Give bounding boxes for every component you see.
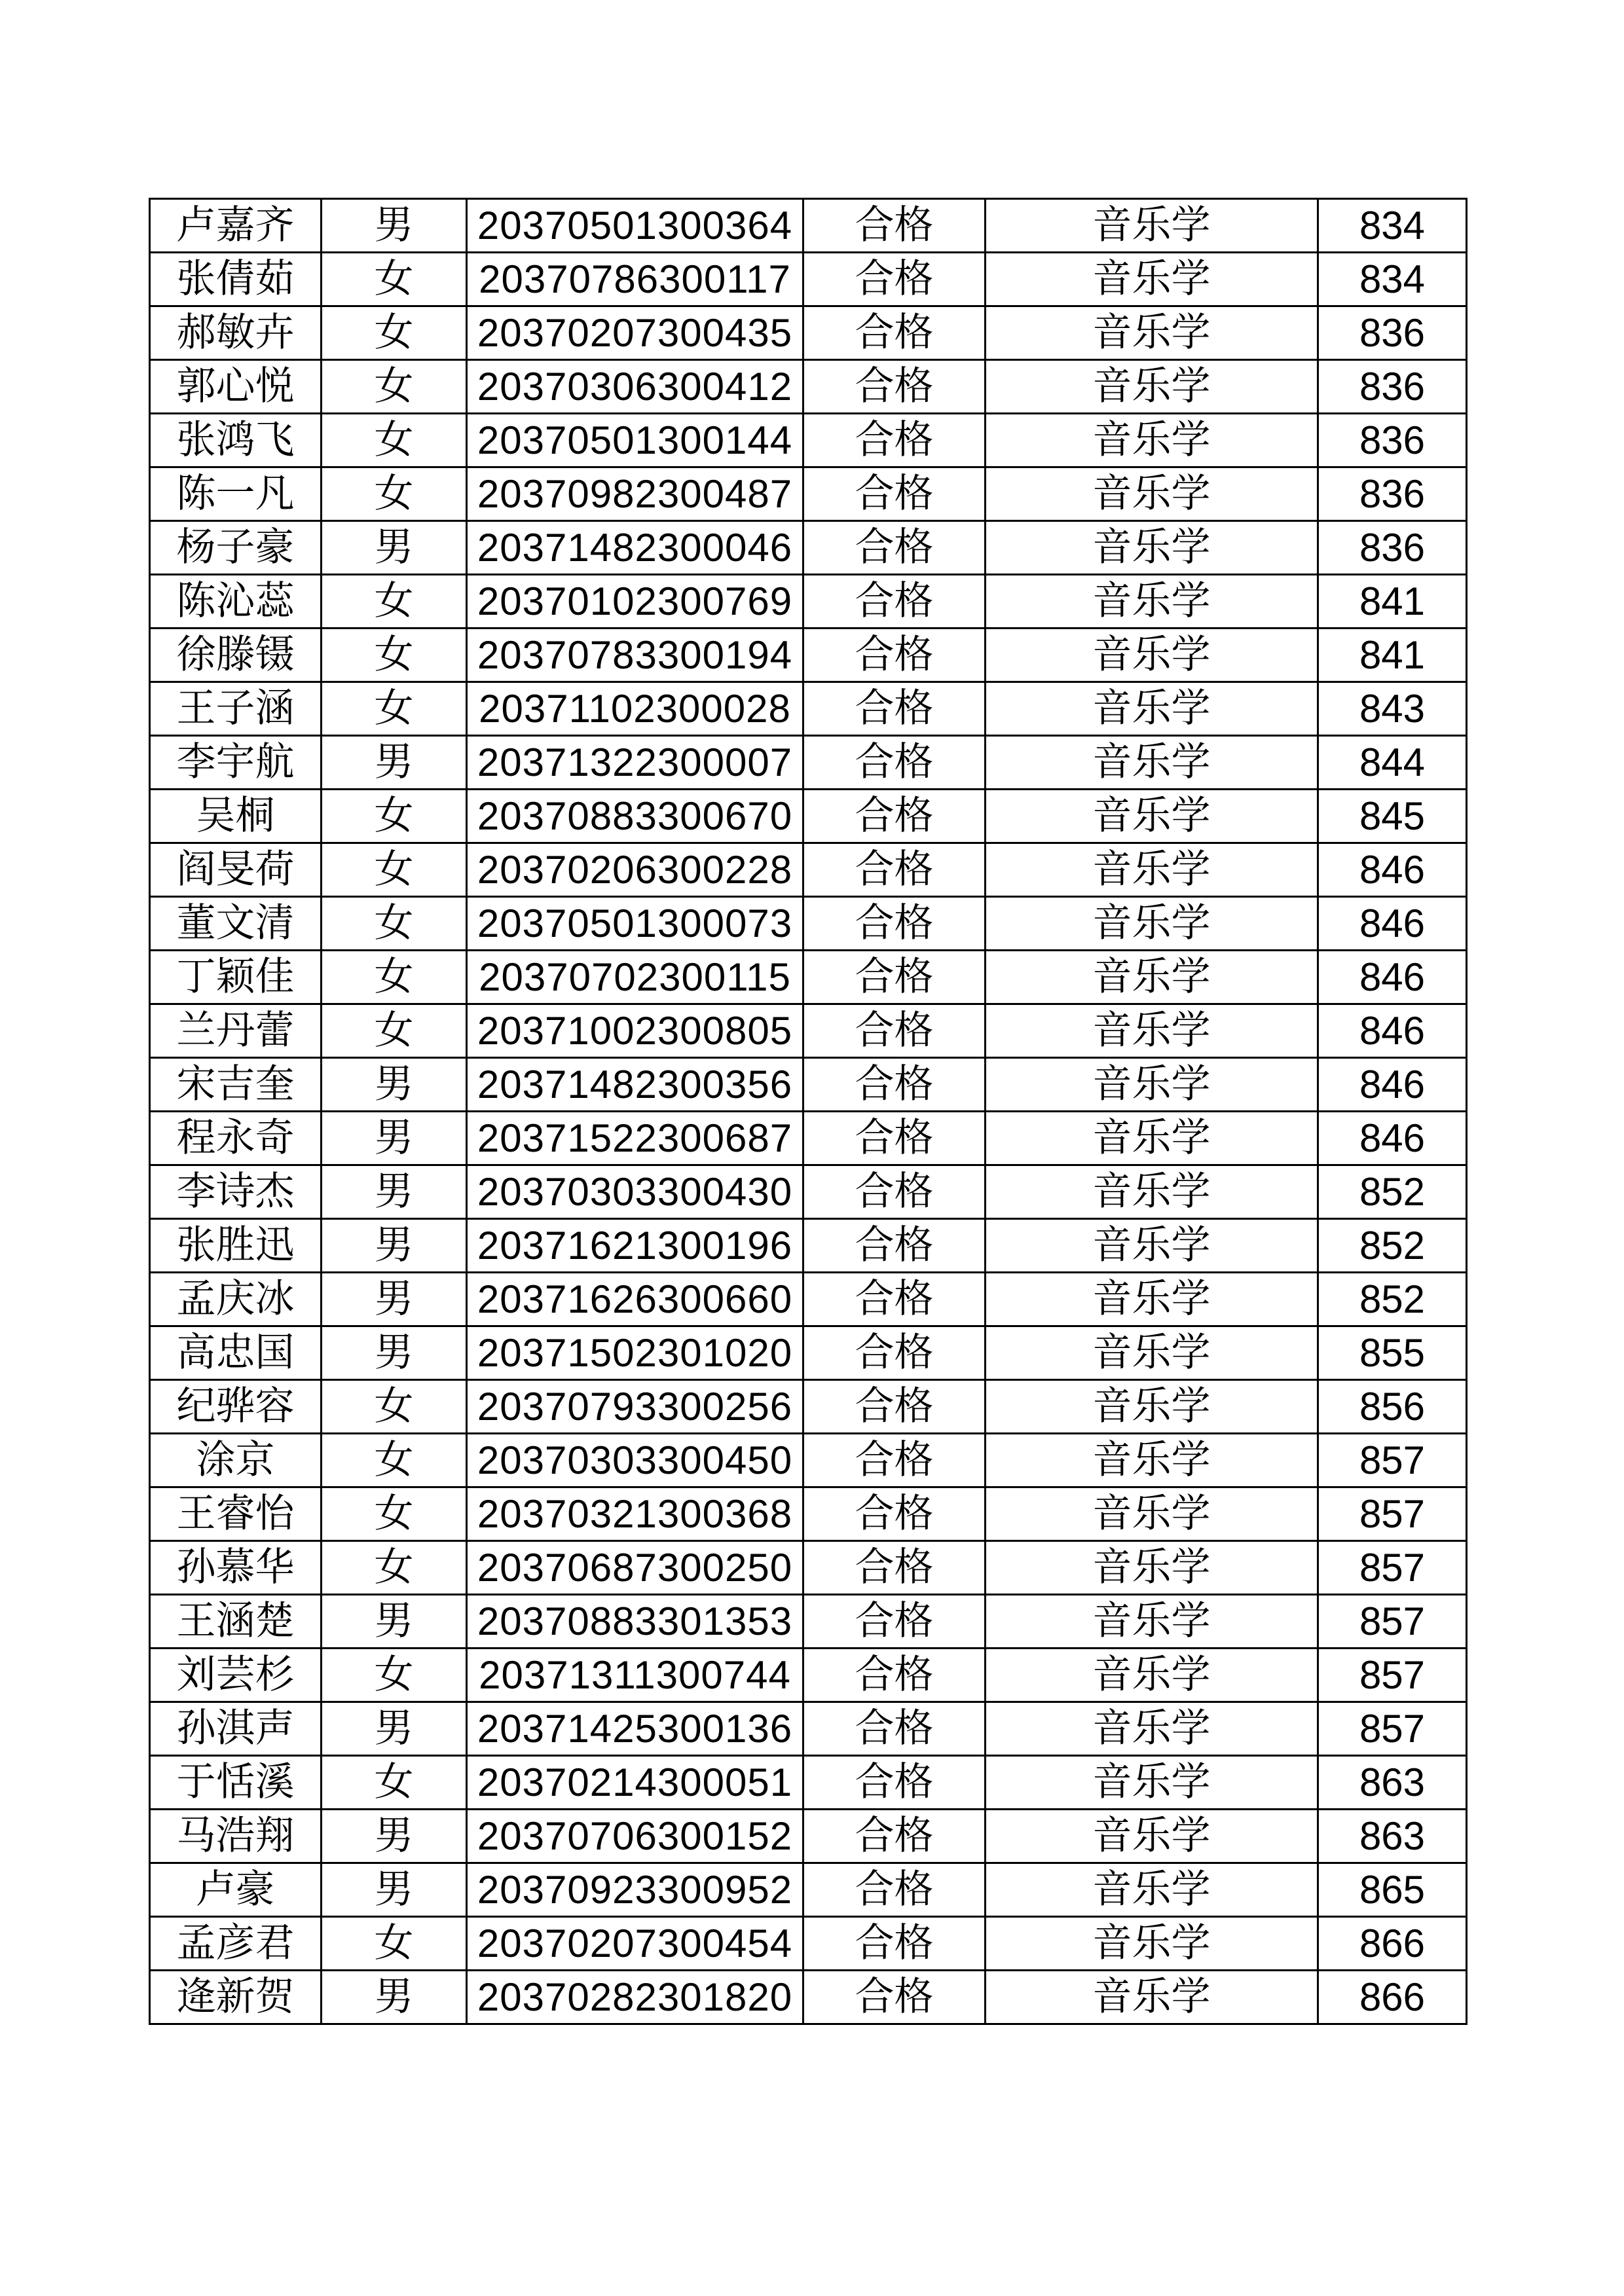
cell-major: 音乐学	[986, 629, 1318, 682]
cell-gender: 男	[322, 1273, 467, 1326]
cell-name: 卢嘉齐	[150, 199, 322, 253]
cell-major: 音乐学	[986, 1487, 1318, 1541]
table-row	[150, 1058, 1467, 1112]
cell-result: 合格	[803, 1917, 986, 1971]
table-row	[150, 467, 1467, 521]
cell-score: 852	[1318, 1165, 1467, 1219]
table-row	[150, 1273, 1467, 1326]
cell-exam-id: 20371002300805	[467, 1004, 803, 1058]
cell-exam-id: 20370501300364	[467, 199, 803, 253]
cell-name: 张鸿飞	[150, 414, 322, 467]
cell-exam-id: 20370786300117	[467, 253, 803, 306]
cell-result: 合格	[803, 1112, 986, 1165]
cell-score: 846	[1318, 951, 1467, 1004]
cell-exam-id: 20371102300028	[467, 682, 803, 736]
cell-gender: 男	[322, 1810, 467, 1863]
cell-gender: 男	[322, 1058, 467, 1112]
cell-name: 兰丹蕾	[150, 1004, 322, 1058]
cell-gender: 男	[322, 1326, 467, 1380]
cell-gender: 男	[322, 1165, 467, 1219]
cell-name: 涂京	[150, 1434, 322, 1487]
cell-major: 音乐学	[986, 843, 1318, 897]
cell-name: 宋吉奎	[150, 1058, 322, 1112]
cell-exam-id: 20370501300073	[467, 897, 803, 951]
cell-name: 孟庆冰	[150, 1273, 322, 1326]
cell-result: 合格	[803, 414, 986, 467]
cell-result: 合格	[803, 1487, 986, 1541]
cell-name: 杨子豪	[150, 521, 322, 575]
cell-gender: 女	[322, 1917, 467, 1971]
cell-gender: 男	[322, 1112, 467, 1165]
cell-score: 857	[1318, 1434, 1467, 1487]
cell-exam-id: 20370303300430	[467, 1165, 803, 1219]
cell-score: 866	[1318, 1971, 1467, 2024]
table-row	[150, 521, 1467, 575]
cell-gender: 男	[322, 199, 467, 253]
cell-score: 844	[1318, 736, 1467, 790]
cell-exam-id: 20370303300450	[467, 1434, 803, 1487]
cell-score: 846	[1318, 1058, 1467, 1112]
cell-gender: 男	[322, 1971, 467, 2024]
cell-gender: 女	[322, 467, 467, 521]
cell-result: 合格	[803, 253, 986, 306]
cell-score: 857	[1318, 1541, 1467, 1595]
cell-exam-id: 20370783300194	[467, 629, 803, 682]
cell-major: 音乐学	[986, 1702, 1318, 1756]
cell-score: 836	[1318, 521, 1467, 575]
cell-name: 高忠国	[150, 1326, 322, 1380]
cell-exam-id: 20371322300007	[467, 736, 803, 790]
cell-exam-id: 20371522300687	[467, 1112, 803, 1165]
cell-exam-id: 20370923300952	[467, 1863, 803, 1917]
cell-gender: 男	[322, 1863, 467, 1917]
cell-exam-id: 20370321300368	[467, 1487, 803, 1541]
cell-result: 合格	[803, 897, 986, 951]
cell-result: 合格	[803, 1971, 986, 2024]
table-row	[150, 199, 1467, 253]
cell-result: 合格	[803, 790, 986, 843]
cell-score: 836	[1318, 467, 1467, 521]
cell-exam-id: 20371425300136	[467, 1702, 803, 1756]
cell-major: 音乐学	[986, 1112, 1318, 1165]
table-row	[150, 1595, 1467, 1649]
cell-name: 逄新贺	[150, 1971, 322, 2024]
cell-major: 音乐学	[986, 1219, 1318, 1273]
cell-gender: 女	[322, 306, 467, 360]
cell-exam-id: 20371482300356	[467, 1058, 803, 1112]
table-row	[150, 1004, 1467, 1058]
cell-result: 合格	[803, 1004, 986, 1058]
cell-name: 徐滕镊	[150, 629, 322, 682]
cell-major: 音乐学	[986, 1273, 1318, 1326]
cell-name: 王子涵	[150, 682, 322, 736]
cell-exam-id: 20371502301020	[467, 1326, 803, 1380]
table-row	[150, 843, 1467, 897]
cell-exam-id: 20370883300670	[467, 790, 803, 843]
cell-name: 张倩茹	[150, 253, 322, 306]
cell-exam-id: 20370883301353	[467, 1595, 803, 1649]
cell-major: 音乐学	[986, 1917, 1318, 1971]
cell-exam-id: 20370702300115	[467, 951, 803, 1004]
cell-major: 音乐学	[986, 951, 1318, 1004]
cell-score: 846	[1318, 1112, 1467, 1165]
cell-result: 合格	[803, 521, 986, 575]
cell-gender: 女	[322, 1004, 467, 1058]
table-row	[150, 1810, 1467, 1863]
cell-result: 合格	[803, 360, 986, 414]
cell-major: 音乐学	[986, 1058, 1318, 1112]
cell-exam-id: 20370982300487	[467, 467, 803, 521]
cell-major: 音乐学	[986, 521, 1318, 575]
results-table	[149, 198, 1467, 2025]
cell-major: 音乐学	[986, 253, 1318, 306]
table-row	[150, 951, 1467, 1004]
cell-major: 音乐学	[986, 790, 1318, 843]
cell-name: 王涵楚	[150, 1595, 322, 1649]
cell-score: 857	[1318, 1595, 1467, 1649]
cell-major: 音乐学	[986, 897, 1318, 951]
cell-name: 李诗杰	[150, 1165, 322, 1219]
cell-score: 843	[1318, 682, 1467, 736]
cell-name: 孙慕华	[150, 1541, 322, 1595]
cell-score: 865	[1318, 1863, 1467, 1917]
cell-result: 合格	[803, 629, 986, 682]
cell-exam-id: 20370793300256	[467, 1380, 803, 1434]
cell-gender: 女	[322, 414, 467, 467]
cell-result: 合格	[803, 1863, 986, 1917]
table-row	[150, 1702, 1467, 1756]
cell-result: 合格	[803, 736, 986, 790]
cell-major: 音乐学	[986, 1326, 1318, 1380]
cell-name: 李宇航	[150, 736, 322, 790]
table-row	[150, 1649, 1467, 1702]
cell-gender: 女	[322, 1487, 467, 1541]
cell-exam-id: 20370206300228	[467, 843, 803, 897]
cell-name: 董文清	[150, 897, 322, 951]
cell-score: 863	[1318, 1756, 1467, 1810]
cell-exam-id: 20370687300250	[467, 1541, 803, 1595]
table-row	[150, 790, 1467, 843]
cell-score: 855	[1318, 1326, 1467, 1380]
cell-name: 孟彦君	[150, 1917, 322, 1971]
cell-name: 陈一凡	[150, 467, 322, 521]
cell-major: 音乐学	[986, 1434, 1318, 1487]
cell-major: 音乐学	[986, 360, 1318, 414]
cell-result: 合格	[803, 1434, 986, 1487]
cell-major: 音乐学	[986, 199, 1318, 253]
cell-major: 音乐学	[986, 1165, 1318, 1219]
cell-name: 吴桐	[150, 790, 322, 843]
table-row	[150, 1541, 1467, 1595]
cell-result: 合格	[803, 843, 986, 897]
table-row	[150, 1971, 1467, 2024]
cell-exam-id: 20370207300454	[467, 1917, 803, 1971]
cell-gender: 女	[322, 629, 467, 682]
cell-gender: 女	[322, 1649, 467, 1702]
cell-gender: 女	[322, 682, 467, 736]
table-row	[150, 1112, 1467, 1165]
cell-result: 合格	[803, 1541, 986, 1595]
cell-score: 841	[1318, 629, 1467, 682]
cell-name: 阎旻荷	[150, 843, 322, 897]
cell-major: 音乐学	[986, 1863, 1318, 1917]
cell-gender: 女	[322, 897, 467, 951]
cell-score: 866	[1318, 1917, 1467, 1971]
table-row	[150, 575, 1467, 629]
cell-score: 856	[1318, 1380, 1467, 1434]
cell-major: 音乐学	[986, 1971, 1318, 2024]
cell-gender: 女	[322, 1380, 467, 1434]
table-row	[150, 897, 1467, 951]
cell-exam-id: 20371626300660	[467, 1273, 803, 1326]
table-row	[150, 736, 1467, 790]
table-row	[150, 1434, 1467, 1487]
cell-result: 合格	[803, 1702, 986, 1756]
cell-score: 834	[1318, 253, 1467, 306]
cell-result: 合格	[803, 1326, 986, 1380]
cell-score: 857	[1318, 1487, 1467, 1541]
cell-major: 音乐学	[986, 1595, 1318, 1649]
cell-exam-id: 20370282301820	[467, 1971, 803, 2024]
cell-major: 音乐学	[986, 1004, 1318, 1058]
cell-result: 合格	[803, 1380, 986, 1434]
cell-exam-id: 20370214300051	[467, 1756, 803, 1810]
cell-exam-id: 20370501300144	[467, 414, 803, 467]
results-table-body	[150, 199, 1467, 2024]
cell-score: 857	[1318, 1702, 1467, 1756]
table-row	[150, 682, 1467, 736]
table-row	[150, 1917, 1467, 1971]
cell-score: 857	[1318, 1649, 1467, 1702]
cell-result: 合格	[803, 1810, 986, 1863]
cell-score: 846	[1318, 843, 1467, 897]
cell-gender: 女	[322, 790, 467, 843]
cell-name: 孙淇声	[150, 1702, 322, 1756]
cell-gender: 男	[322, 1219, 467, 1273]
cell-major: 音乐学	[986, 1380, 1318, 1434]
cell-result: 合格	[803, 1649, 986, 1702]
cell-result: 合格	[803, 199, 986, 253]
cell-exam-id: 20370706300152	[467, 1810, 803, 1863]
cell-gender: 男	[322, 736, 467, 790]
cell-exam-id: 20371311300744	[467, 1649, 803, 1702]
cell-score: 846	[1318, 1004, 1467, 1058]
cell-name: 郭心悦	[150, 360, 322, 414]
cell-result: 合格	[803, 1273, 986, 1326]
cell-score: 852	[1318, 1273, 1467, 1326]
cell-exam-id: 20370102300769	[467, 575, 803, 629]
cell-result: 合格	[803, 1219, 986, 1273]
cell-result: 合格	[803, 1058, 986, 1112]
cell-score: 836	[1318, 306, 1467, 360]
cell-major: 音乐学	[986, 306, 1318, 360]
cell-result: 合格	[803, 1595, 986, 1649]
cell-gender: 女	[322, 1541, 467, 1595]
cell-score: 836	[1318, 360, 1467, 414]
table-row	[150, 360, 1467, 414]
cell-result: 合格	[803, 306, 986, 360]
cell-name: 纪骅容	[150, 1380, 322, 1434]
table-row	[150, 1863, 1467, 1917]
cell-gender: 女	[322, 1434, 467, 1487]
cell-major: 音乐学	[986, 467, 1318, 521]
table-row	[150, 1165, 1467, 1219]
table-row	[150, 629, 1467, 682]
table-row	[150, 1756, 1467, 1810]
cell-name: 于恬溪	[150, 1756, 322, 1810]
cell-score: 845	[1318, 790, 1467, 843]
cell-major: 音乐学	[986, 414, 1318, 467]
cell-gender: 女	[322, 360, 467, 414]
cell-gender: 女	[322, 951, 467, 1004]
cell-name: 卢豪	[150, 1863, 322, 1917]
cell-score: 852	[1318, 1219, 1467, 1273]
cell-gender: 男	[322, 1595, 467, 1649]
cell-name: 丁颖佳	[150, 951, 322, 1004]
cell-result: 合格	[803, 575, 986, 629]
cell-gender: 女	[322, 253, 467, 306]
table-row	[150, 253, 1467, 306]
cell-gender: 男	[322, 521, 467, 575]
cell-exam-id: 20371482300046	[467, 521, 803, 575]
cell-major: 音乐学	[986, 736, 1318, 790]
cell-gender: 女	[322, 843, 467, 897]
cell-major: 音乐学	[986, 1810, 1318, 1863]
cell-name: 程永奇	[150, 1112, 322, 1165]
table-row	[150, 414, 1467, 467]
cell-exam-id: 20371621300196	[467, 1219, 803, 1273]
table-row	[150, 1380, 1467, 1434]
cell-major: 音乐学	[986, 575, 1318, 629]
cell-exam-id: 20370207300435	[467, 306, 803, 360]
cell-major: 音乐学	[986, 1649, 1318, 1702]
cell-result: 合格	[803, 951, 986, 1004]
table-row	[150, 1326, 1467, 1380]
table-row	[150, 306, 1467, 360]
cell-name: 刘芸杉	[150, 1649, 322, 1702]
cell-result: 合格	[803, 467, 986, 521]
cell-score: 841	[1318, 575, 1467, 629]
cell-result: 合格	[803, 1756, 986, 1810]
cell-gender: 女	[322, 575, 467, 629]
cell-name: 马浩翔	[150, 1810, 322, 1863]
cell-exam-id: 20370306300412	[467, 360, 803, 414]
cell-result: 合格	[803, 1165, 986, 1219]
cell-name: 王睿怡	[150, 1487, 322, 1541]
cell-gender: 女	[322, 1756, 467, 1810]
cell-name: 张胜迅	[150, 1219, 322, 1273]
table-row	[150, 1219, 1467, 1273]
table-row	[150, 1487, 1467, 1541]
cell-major: 音乐学	[986, 1756, 1318, 1810]
cell-score: 836	[1318, 414, 1467, 467]
cell-score: 863	[1318, 1810, 1467, 1863]
cell-gender: 男	[322, 1702, 467, 1756]
cell-score: 846	[1318, 897, 1467, 951]
cell-major: 音乐学	[986, 1541, 1318, 1595]
cell-name: 郝敏卉	[150, 306, 322, 360]
cell-result: 合格	[803, 682, 986, 736]
cell-score: 834	[1318, 199, 1467, 253]
cell-major: 音乐学	[986, 682, 1318, 736]
cell-name: 陈沁蕊	[150, 575, 322, 629]
